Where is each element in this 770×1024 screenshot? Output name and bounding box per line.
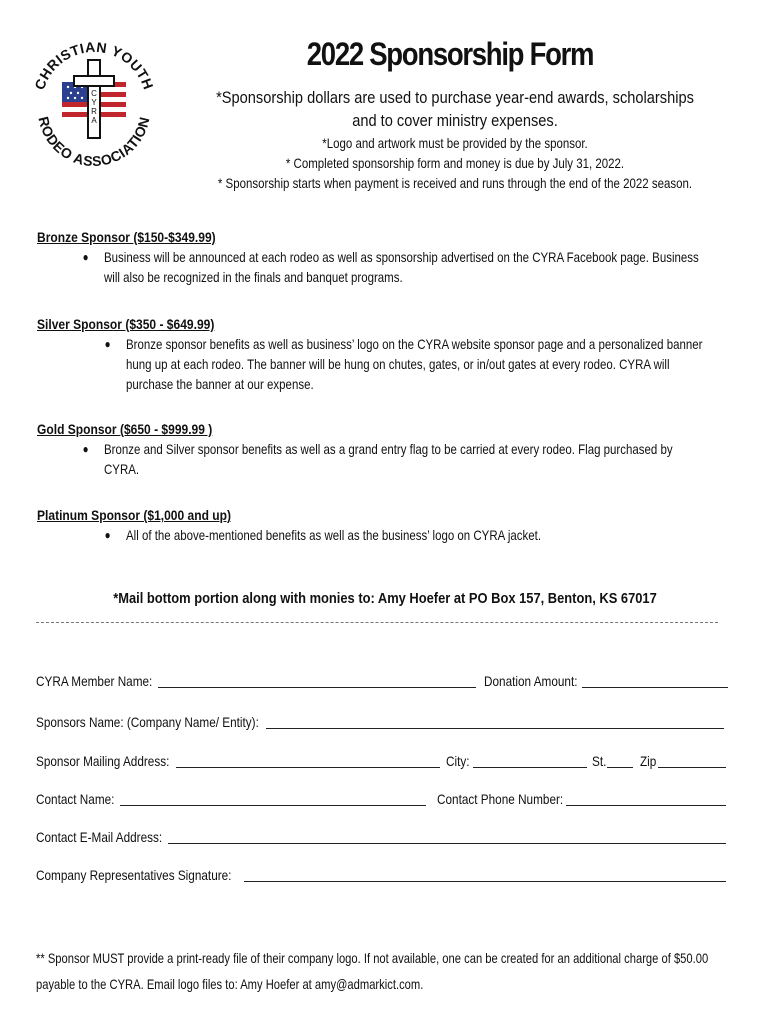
contact-phone-field[interactable] [566, 805, 726, 806]
platinum-bullet-line-1: All of the above-mentioned benefits as well as the business’ logo on CYRA jacket. [126, 527, 542, 543]
city-field[interactable] [473, 767, 587, 768]
bronze-bullet [82, 247, 744, 287]
silver-bullet-line-1: Bronze sponsor benefits as well as business’ logo on the CYRA website sponsor page and a personalized banner [126, 336, 703, 352]
platinum-bullet [104, 525, 716, 545]
gold-bullet-line-1: Bronze and Silver sponsor benefits as well as a grand entry flag to be carried at every rodeo. Flag purchased by [104, 441, 673, 457]
note-logo-artwork: *Logo and artwork must be provided by the sponsor. [322, 135, 588, 151]
bullet-icon: ● [104, 528, 111, 542]
cyra-logo [28, 30, 160, 170]
page-title: 2022 Sponsorship Form [306, 36, 594, 72]
gold-bullet-line-2: CYRA. [104, 461, 140, 477]
silver-bullet-line-2: hung up at each rodeo. The banner will be hung on chutes, gates, or in/out gates at every rodeo. CYRA will [126, 356, 670, 372]
contact-name-field[interactable] [120, 805, 426, 806]
bullet-icon: ● [104, 337, 111, 351]
signature-field[interactable] [244, 881, 726, 882]
gold-bullet [82, 439, 744, 479]
mailing-address-label: Sponsor Mailing Address: [36, 753, 170, 769]
sponsor-name-field[interactable] [266, 728, 724, 729]
contact-email-field[interactable] [168, 843, 726, 844]
silver-bullet [104, 334, 749, 394]
bronze-heading: Bronze Sponsor ($150-$349.99) [37, 229, 216, 245]
svg-text:CHRISTIAN YOUTH: CHRISTIAN YOUTH [31, 38, 157, 92]
form-row-member [36, 673, 728, 695]
footer-note-line-1: ** Sponsor MUST provide a print-ready file of their company logo. If not available, one can be created for an additional charge of $50.00 [36, 950, 709, 966]
form-row-signature [36, 867, 728, 889]
state-field[interactable] [607, 767, 633, 768]
state-label: St. [592, 753, 607, 769]
svg-text:R: R [91, 107, 97, 116]
contact-email-label: Contact E-Mail Address: [36, 829, 163, 845]
contact-name-label: Contact Name: [36, 791, 115, 807]
sponsor-name-label: Sponsors Name: (Company Name/ Entity): [36, 714, 259, 730]
subtitle-line-2: and to cover ministry expenses. [352, 111, 558, 130]
note-due-date: * Completed sponsorship form and money is due by July 31, 2022. [285, 155, 625, 171]
footer-note-line-2: payable to the CYRA. Email logo files to: Amy Hoefer at amy@admarkict.com. [36, 976, 424, 992]
platinum-heading: Platinum Sponsor ($1,000 and up) [37, 507, 232, 523]
mail-instruction: *Mail bottom portion along with monies to: Amy Hoefer at PO Box 157, Benton, KS 67017 [113, 590, 657, 607]
svg-text:Y: Y [91, 98, 97, 107]
svg-text:RODEO ASSOCIATION: RODEO ASSOCIATION [35, 114, 153, 170]
form-row-email [36, 829, 728, 851]
form-row-sponsor-name [36, 714, 728, 736]
member-name-label: CYRA Member Name: [36, 673, 153, 689]
contact-phone-label: Contact Phone Number: [437, 791, 564, 807]
member-name-field[interactable] [158, 687, 476, 688]
gold-heading: Gold Sponsor ($650 - $999.99 ) [37, 421, 213, 437]
note-sponsorship-period: * Sponsorship starts when payment is received and runs through the end of the 2022 season. [217, 175, 693, 191]
donation-amount-field[interactable] [582, 687, 728, 688]
svg-text:A: A [91, 116, 97, 125]
bronze-bullet-line-1: Business will be announced at each rodeo as well as sponsorship advertised on the CYRA Facebook page. Business [104, 249, 699, 265]
bronze-bullet-line-2: will also be recognized in the finals and banquet programs. [104, 269, 403, 285]
mailing-address-field[interactable] [176, 767, 440, 768]
bullet-icon: ● [82, 442, 89, 456]
donation-amount-label: Donation Amount: [484, 673, 578, 689]
subtitle-line-1: *Sponsorship dollars are used to purchase year-end awards, scholarships [216, 88, 694, 107]
zip-field[interactable] [658, 767, 726, 768]
bullet-icon: ● [82, 250, 89, 264]
form-row-contact [36, 791, 728, 813]
signature-label: Company Representatives Signature: [36, 867, 232, 883]
silver-heading: Silver Sponsor ($350 - $649.99) [37, 316, 215, 332]
svg-text:C: C [91, 89, 97, 98]
silver-bullet-line-3: purchase the banner at our expense. [126, 376, 314, 392]
form-row-address [36, 753, 728, 775]
city-label: City: [446, 753, 470, 769]
zip-label: Zip [640, 753, 657, 769]
cut-line [36, 622, 718, 623]
